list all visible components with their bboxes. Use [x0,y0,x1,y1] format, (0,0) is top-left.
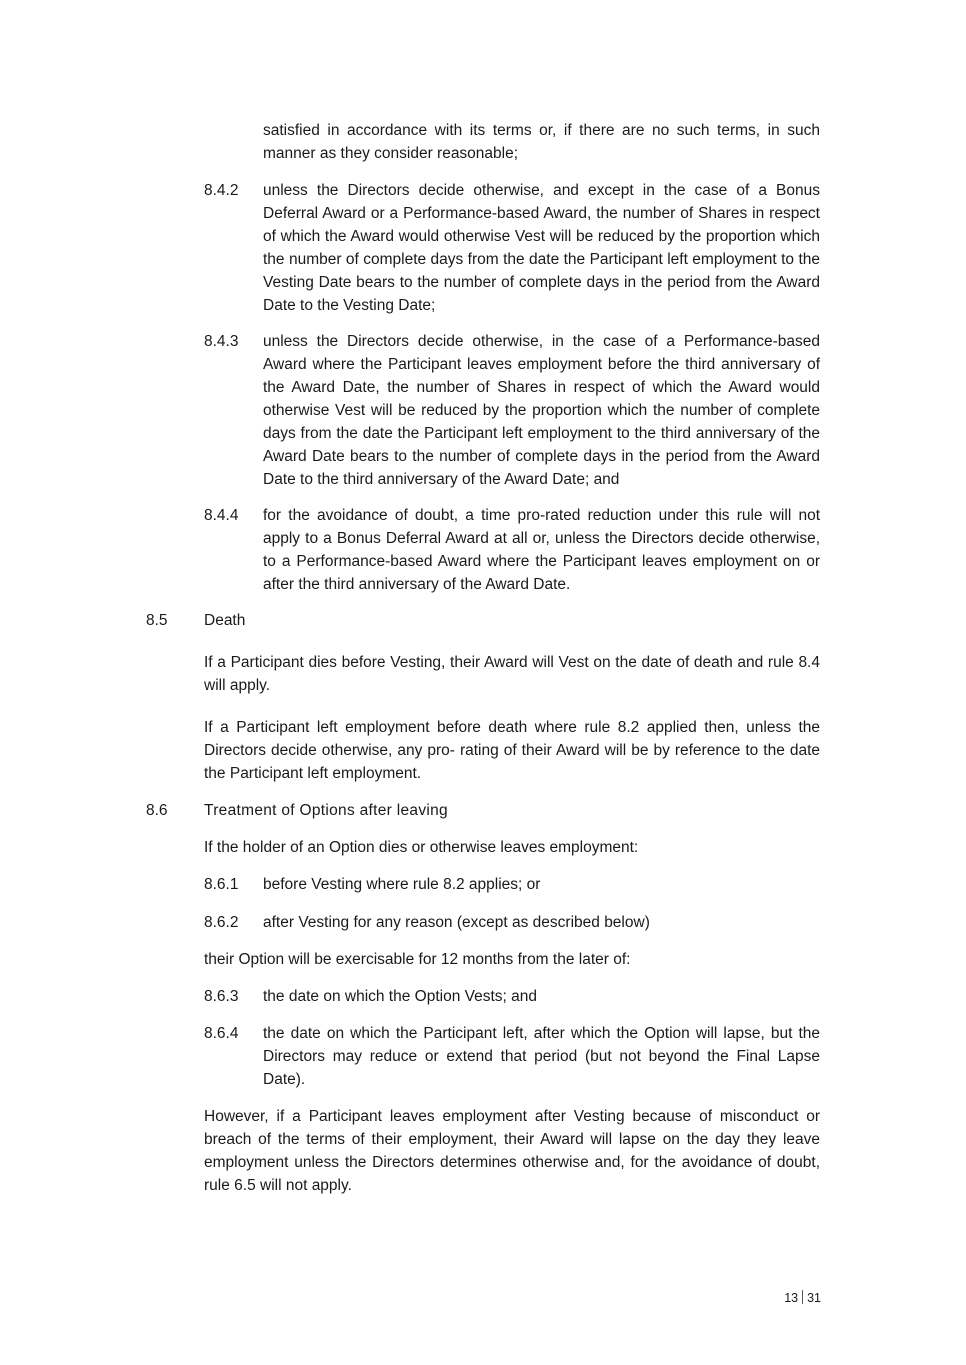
current-page-number: 13 [784,1291,799,1305]
death-paragraph-1: If a Participant dies before Vesting, their Award will Vest on the date of death and rule 8.4 will apply. [204,654,820,694]
page-number [784,1290,821,1306]
options-mid-paragraph: their Option will be exercisable for 12 months from the later of: [204,951,631,968]
page-separator [802,1290,803,1304]
rule-number-8-4-4: 8.4.4 [204,507,239,524]
rule-text-8-6-2: after Vesting for any reason (except as described below) [263,914,650,931]
rule-text-8-4-4: for the avoidance of doubt, a time pro-rated reduction under this rule will not apply to a Bonus Deferral Award at all or, unless the Directors decide otherwise, to a Performance-based Award where the Participant leaves employment on or after the third anniversary of the Award Date. [263,507,820,593]
rule-text-8-6-4: the date on which the Participant left, after which the Option will lapse, but the Directors may reduce or extend that period (but not beyond the Final Lapse Date). [263,1025,820,1088]
section-number-8-5: 8.5 [146,612,168,629]
rule-text-8-4-2: unless the Directors decide otherwise, and except in the case of a Bonus Deferral Award or a Performance-based Award, the number of Shares in respect of which the Award would otherwise Vest will be reduced by the proportion which the number of complete days from the date the Participant left employment to the Vesting Date bears to the number of complete days in the period from the Award Date to the Vesting Date; [263,182,820,314]
rule-number-8-6-2: 8.6.2 [204,914,239,931]
options-intro: If the holder of an Option dies or otherwise leaves employment: [204,839,639,856]
section-heading-death: Death [204,612,246,629]
section-heading-options: Treatment of Options after leaving [204,802,448,819]
total-page-count: 31 [807,1291,821,1305]
options-closing-paragraph: However, if a Participant leaves employment after Vesting because of misconduct or breach of the terms of their employment, their Award will lapse on the day they leave employment unless the Directors determines otherwise and, for the avoidance of doubt, rule 6.5 will not apply. [204,1108,820,1194]
rule-number-8-6-3: 8.6.3 [204,988,239,1005]
continuation-paragraph: satisfied in accordance with its terms or, if there are no such terms, in such manner as they consider reasonable; [263,122,820,162]
rule-number-8-4-3: 8.4.3 [204,333,239,350]
section-number-8-6: 8.6 [146,802,168,819]
rule-text-8-6-3: the date on which the Option Vests; and [263,988,538,1005]
rule-text-8-4-3: unless the Directors decide otherwise, in the case of a Performance-based Award where the Participant leaves employment before the third anniversary of the Award Date, the number of Shares in respect of which the Award would otherwise Vest will be reduced by the proportion which the number of complete days from the date the Participant left employment to the third anniversary of the Award Date bears to the number of complete days in the period from the Award Date to the third anniversary of the Award Date; and [263,333,820,488]
rule-text-8-6-1: before Vesting where rule 8.2 applies; or [263,876,541,893]
death-paragraph-2: If a Participant left employment before death where rule 8.2 applied then, unless the Directors decide otherwise, any pro- rating of their Award will be by reference to the date the Participant left employment. [204,719,820,782]
rule-number-8-6-4: 8.6.4 [204,1025,239,1042]
rule-number-8-6-1: 8.6.1 [204,876,239,893]
rule-number-8-4-2: 8.4.2 [204,182,239,199]
